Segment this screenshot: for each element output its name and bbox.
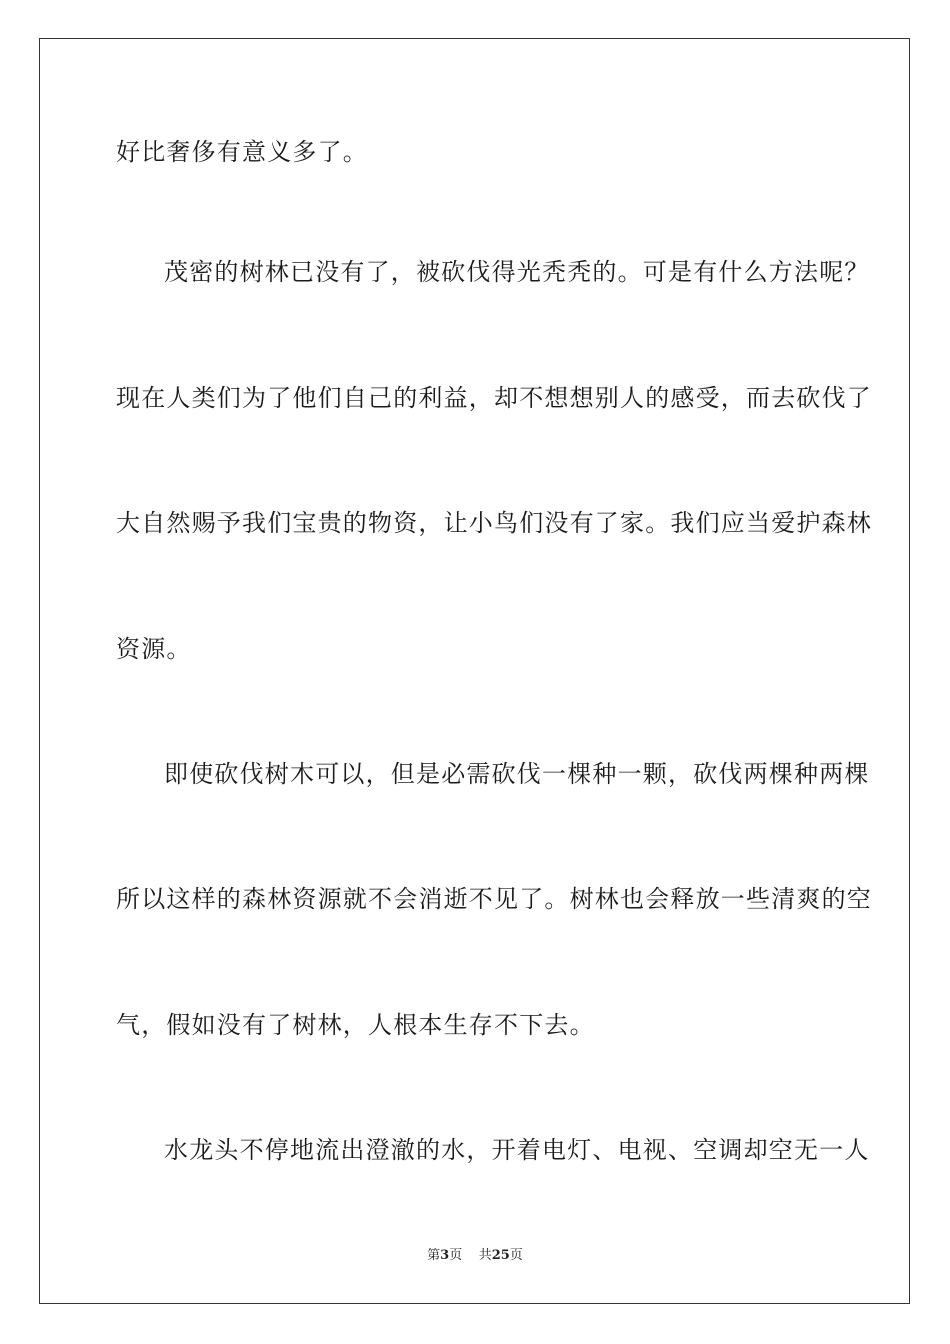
- paragraph-line-1: 好比奢侈有意义多了。: [116, 138, 368, 166]
- paragraph-line-9: 水龙头不停地流出澄澈的水，开着电灯、电视、空调却空无一人: [164, 1136, 870, 1164]
- paragraph-line-8: 气，假如没有了树林，人根本生存不下去。: [116, 1011, 595, 1039]
- paragraph-line-7: 所以这样的森林资源就不会消逝不见了。树林也会释放一些清爽的空: [116, 885, 872, 913]
- page-footer: [0, 1247, 950, 1265]
- total-pages: 25: [491, 1248, 510, 1263]
- paragraph-line-4: 大自然赐予我们宝贵的物资，让小鸟们没有了家。我们应当爱护森林: [116, 509, 872, 537]
- total-suffix: 页: [509, 1248, 523, 1263]
- total-prefix: 共: [478, 1248, 492, 1263]
- page-prefix: 第: [427, 1248, 441, 1263]
- page-border: [39, 38, 910, 1304]
- paragraph-line-2: 茂密的树林已没有了，被砍伐得光秃秃的。可是有什么方法呢？: [164, 258, 870, 286]
- paragraph-line-5: 资源。: [116, 635, 192, 663]
- page-number: 3: [440, 1248, 450, 1263]
- paragraph-line-6: 即使砍伐树木可以，但是必需砍伐一棵种一颗，砍伐两棵种两棵: [164, 760, 870, 788]
- paragraph-line-3: 现在人类们为了他们自己的利益，却不想想别人的感受，而去砍伐了: [116, 384, 872, 412]
- page-suffix: 页: [449, 1248, 463, 1263]
